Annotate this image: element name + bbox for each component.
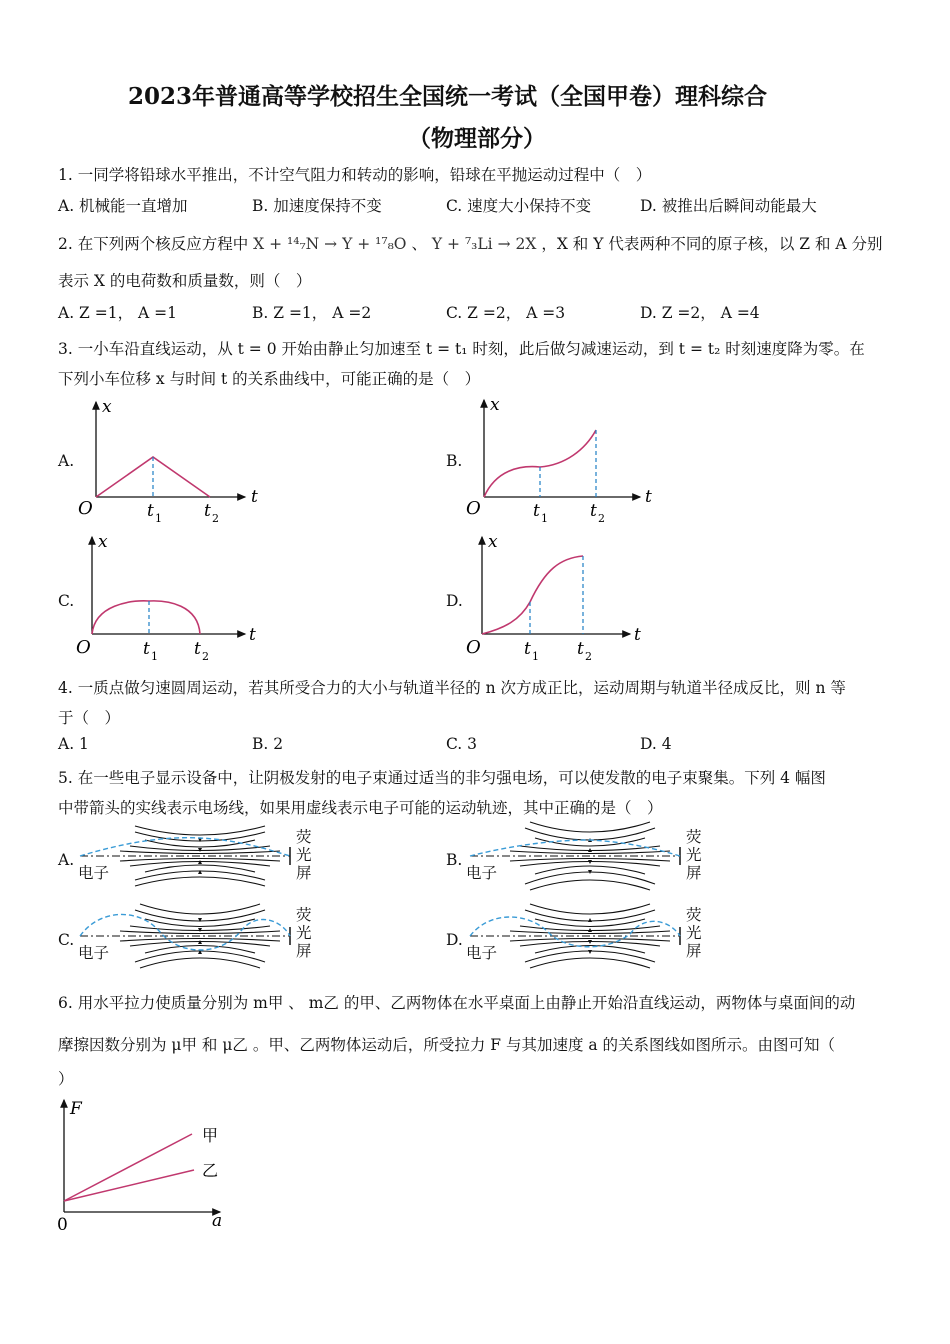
q3-a-t2-sub: 2 [212, 512, 219, 525]
q2-option-c: C. Z =2， A =3 [446, 304, 566, 322]
q5-a-screen [296, 828, 312, 882]
q3-d-origin: O [466, 637, 481, 658]
q4-option-c: C. 3 [446, 735, 478, 753]
q3-c-t2: t [194, 639, 201, 659]
q3-graph-a [78, 397, 258, 525]
q5-diagram-d [470, 904, 680, 968]
page-title: 2023年普通高等学校招生全国统一考试（全国甲卷）理科综合 [128, 83, 768, 110]
q6-label-yi: 乙 [202, 1161, 219, 1180]
q5-c-screen-1: 荧 [296, 906, 312, 924]
q2-stem-text: 2. 在下列两个核反应方程中 [58, 235, 249, 253]
q3-graph-c [76, 532, 256, 663]
q1-option-d: D. 被推出后瞬间动能最大 [640, 197, 817, 215]
q5-c-screen [296, 906, 312, 960]
q6-label-jia: 甲 [202, 1126, 219, 1145]
q5-a-electron: 电子 [78, 864, 110, 882]
q5-b-screen-3: 屏 [686, 864, 702, 882]
q3-c-origin: O [76, 637, 91, 658]
q3-curve-c [92, 601, 200, 634]
q5-diagram-b [470, 822, 680, 890]
q3-a-t1: t [147, 501, 154, 521]
q5-b-electron: 电子 [466, 864, 498, 882]
q1-option-b: B. 加速度保持不变 [252, 197, 382, 215]
q5-option-c: C. [58, 931, 75, 949]
q3-graph-b [466, 395, 652, 525]
q3-c-t1-sub: 1 [151, 650, 158, 663]
q5-b-screen [686, 828, 702, 882]
q3-c-t2-sub: 2 [202, 650, 209, 663]
q3-b-x-label: x [490, 395, 500, 415]
q3-d-t1: t [524, 639, 531, 659]
q5-option-a: A. [58, 851, 75, 869]
q2-option-d: D. Z =2， A =4 [640, 304, 760, 322]
q6-stem-a: 6. 用水平拉力使质量分别为 m甲 、 m乙 的甲、乙两物体在水平桌面上由静止开始沿直线运动，两物体与桌面间的动 [58, 994, 856, 1012]
q5-b-screen-1: 荧 [686, 828, 702, 846]
q3-a-t1-sub: 1 [155, 512, 162, 525]
q3-a-t-label: t [251, 487, 258, 507]
q3-option-c: C. [58, 592, 75, 610]
q2-stem-c: 表示 X 的电荷数和质量数，则（ ） [58, 272, 312, 290]
q2-equation-2: Y + ⁷₃Li → 2X [431, 235, 537, 253]
q5-c-screen-2: 光 [296, 924, 312, 942]
q3-a-t2: t [204, 501, 211, 521]
q3-graph-d [466, 532, 641, 663]
q3-d-t-label: t [634, 625, 641, 645]
q5-b-screen-2: 光 [686, 846, 702, 864]
q3-option-b: B. [446, 452, 463, 470]
q2-option-b: B. Z =1， A =2 [252, 304, 372, 322]
q6-f-label: F [70, 1099, 82, 1119]
q5-stem-a: 5. 在一些电子显示设备中，让阴极发射的电子束通过适当的非匀强电场，可以使发散的电子束聚集。下列 4 幅图 [58, 769, 826, 787]
q3-curve-b [484, 430, 596, 497]
q5-c-trajectory [80, 914, 290, 950]
q2-stem-b: ，X 和 Y 代表两种不同的原子核，以 Z 和 A 分别 [541, 235, 883, 253]
q3-stem-a: 3. 一小车沿直线运动，从 t = 0 开始由静止匀加速至 t = t₁ 时刻，此后做匀减速运动，到 t = t₂ 时刻速度降为零。在 [58, 340, 865, 358]
q5-diagram-c [80, 904, 290, 968]
q2-stem-a [58, 232, 883, 254]
q3-d-t1-sub: 1 [532, 650, 539, 663]
q1-option-c: C. 速度大小保持不变 [446, 197, 592, 215]
q3-b-t1-sub: 1 [541, 512, 548, 525]
q3-b-t-label: t [645, 487, 652, 507]
q4-option-b: B. 2 [252, 735, 284, 753]
q4-option-d: D. 4 [640, 735, 672, 753]
q3-b-t1: t [533, 501, 540, 521]
q3-option-a: A. [58, 452, 75, 470]
q2-option-a: A. Z =1， A =1 [58, 304, 177, 322]
q5-c-screen-3: 屏 [296, 942, 312, 960]
q5-d-screen-3: 屏 [686, 942, 702, 960]
q5-a-screen-2: 光 [296, 846, 312, 864]
q3-b-origin: O [466, 498, 481, 519]
q3-curve-d [482, 556, 583, 634]
q1-stem: 1. 一同学将铅球水平推出，不计空气阻力和转动的影响，铅球在平抛运动过程中（ ） [58, 166, 652, 184]
q4-option-a: A. 1 [58, 735, 89, 753]
q3-c-t-label: t [249, 625, 256, 645]
q3-a-x-label: x [102, 397, 112, 417]
q3-d-t2: t [577, 639, 584, 659]
q6-stem-b: 摩擦因数分别为 μ甲 和 μ乙 。甲、乙两物体运动后，所受拉力 F 与其加速度 a 的关系图线如图所示。由图可知（ [58, 1036, 836, 1054]
q3-stem-b: 下列小车位移 x 与时间 t 的关系曲线中，可能正确的是（ ） [58, 370, 481, 388]
q5-stem-b: 中带箭头的实线表示电场线，如果用虚线表示电子可能的运动轨迹，其中正确的是（ ） [58, 799, 663, 817]
q4-stem-a: 4. 一质点做匀速圆周运动，若其所受合力的大小与轨道半径的 n 次方成正比，运动周期与轨道半径成反比，则 n 等 [58, 679, 846, 697]
q5-a-screen-1: 荧 [296, 828, 312, 846]
q3-d-x-label: x [488, 532, 498, 552]
q3-option-d: D. [446, 592, 463, 610]
q3-curve-a [96, 457, 210, 497]
q3-d-t2-sub: 2 [585, 650, 592, 663]
q1-option-a: A. 机械能一直增加 [58, 197, 188, 215]
q6-stem-c: ） [58, 1070, 74, 1088]
q5-d-screen-2: 光 [686, 924, 702, 942]
q5-diagram-a [80, 826, 290, 886]
q2-sep: 、 [411, 235, 427, 253]
page-subtitle: （物理部分） [408, 125, 546, 152]
q5-option-b: B. [446, 851, 463, 869]
q5-d-electron: 电子 [466, 944, 498, 962]
q5-option-d: D. [446, 931, 463, 949]
q3-b-t2: t [590, 501, 597, 521]
q5-a-screen-3: 屏 [296, 864, 312, 882]
q6-line-jia [64, 1134, 192, 1201]
q5-d-screen-1: 荧 [686, 906, 702, 924]
q5-a-trajectory [80, 838, 290, 856]
q6-a-label: a [212, 1211, 223, 1231]
q3-b-t2-sub: 2 [598, 512, 605, 525]
q5-c-electron: 电子 [78, 944, 110, 962]
q2-equation-1: X + ¹⁴₇N → Y + ¹⁷₈O [253, 235, 407, 253]
q4-stem-b: 于（ ） [58, 709, 121, 727]
q6-origin: 0 [57, 1215, 68, 1235]
q5-b-trajectory [470, 840, 680, 856]
q3-c-t1: t [143, 639, 150, 659]
q6-line-yi [64, 1170, 194, 1201]
q3-a-origin: O [78, 498, 93, 519]
q5-d-trajectory [470, 917, 680, 947]
q3-c-x-label: x [98, 532, 108, 552]
q5-d-screen [686, 906, 702, 960]
